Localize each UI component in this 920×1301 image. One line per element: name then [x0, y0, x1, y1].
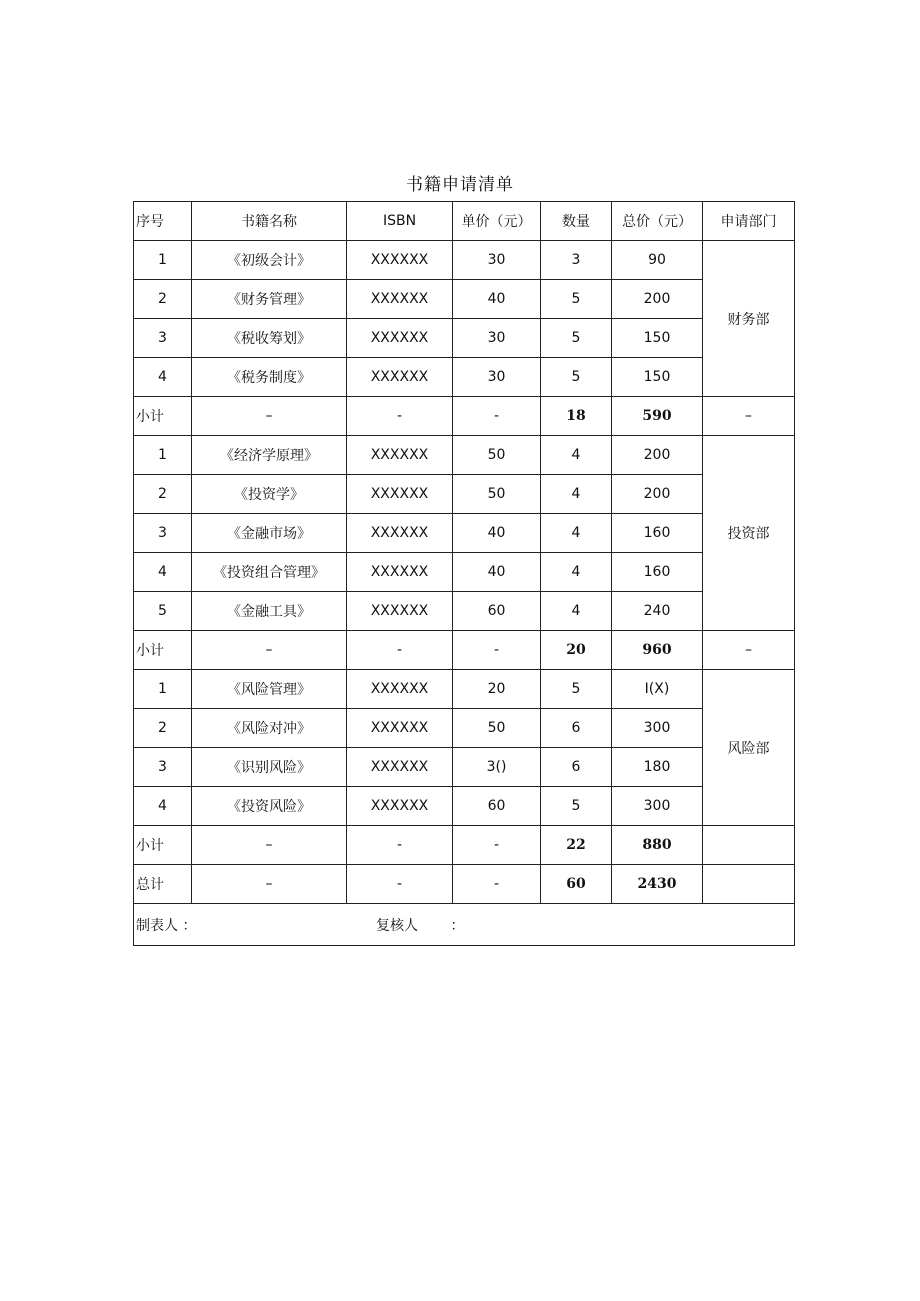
book-name: 《风险管理》 [192, 670, 347, 709]
isbn: XXXXXX [347, 748, 453, 787]
quantity: 6 [541, 748, 612, 787]
header-quantity: 数量 [541, 202, 612, 241]
total-price: 200 [612, 280, 703, 319]
isbn: XXXXXX [347, 787, 453, 826]
table-row [134, 358, 795, 397]
summary-quantity: 60 [541, 865, 612, 904]
quantity: 4 [541, 514, 612, 553]
quantity: 3 [541, 241, 612, 280]
table-row [134, 709, 795, 748]
book-name: 《金融市场》 [192, 514, 347, 553]
isbn: XXXXXX [347, 358, 453, 397]
summary-isbn: - [347, 865, 453, 904]
summary-isbn: - [347, 631, 453, 670]
unit-price: 40 [453, 280, 541, 319]
summary-total: 2430 [612, 865, 703, 904]
signature-cell [134, 904, 795, 946]
subtotal-row [134, 826, 795, 865]
department-name: 风险部 [703, 670, 795, 826]
summary-name: – [192, 631, 347, 670]
book-name: 《投资组合管理》 [192, 553, 347, 592]
summary-price: - [453, 826, 541, 865]
unit-price: 60 [453, 592, 541, 631]
unit-price: 30 [453, 358, 541, 397]
summary-quantity: 18 [541, 397, 612, 436]
table-row [134, 748, 795, 787]
book-name: 《投资风险》 [192, 787, 347, 826]
isbn: XXXXXX [347, 709, 453, 748]
row-number: 2 [134, 709, 192, 748]
unit-price: 60 [453, 787, 541, 826]
summary-price: - [453, 397, 541, 436]
summary-name: – [192, 397, 347, 436]
document-title: 书籍申请清单 [406, 175, 514, 195]
row-number: 3 [134, 319, 192, 358]
quantity: 5 [541, 280, 612, 319]
book-request-table [133, 201, 795, 946]
total-price: 200 [612, 436, 703, 475]
quantity: 6 [541, 709, 612, 748]
summary-department: – [703, 631, 795, 670]
table-row [134, 787, 795, 826]
total-price: 300 [612, 787, 703, 826]
subtotal-row [134, 397, 795, 436]
total-price: 300 [612, 709, 703, 748]
isbn: XXXXXX [347, 592, 453, 631]
total-price: 90 [612, 241, 703, 280]
unit-price: 40 [453, 553, 541, 592]
header-row [134, 202, 795, 241]
isbn: XXXXXX [347, 553, 453, 592]
book-name: 《初级会计》 [192, 241, 347, 280]
quantity: 5 [541, 319, 612, 358]
quantity: 4 [541, 475, 612, 514]
summary-department [703, 826, 795, 865]
reviewer-label: 复核人 ： [376, 917, 465, 934]
preparer-label: 制表人 ： [136, 917, 197, 934]
isbn: XXXXXX [347, 241, 453, 280]
book-name: 《风险对冲》 [192, 709, 347, 748]
summary-total: 590 [612, 397, 703, 436]
book-name: 《投资学》 [192, 475, 347, 514]
summary-isbn: - [347, 397, 453, 436]
isbn: XXXXXX [347, 514, 453, 553]
row-number: 4 [134, 553, 192, 592]
quantity: 5 [541, 787, 612, 826]
summary-department [703, 865, 795, 904]
subtotal-row [134, 631, 795, 670]
unit-price: 30 [453, 241, 541, 280]
total-price: 200 [612, 475, 703, 514]
row-number: 4 [134, 358, 192, 397]
quantity: 4 [541, 436, 612, 475]
summary-label: 总计 [134, 865, 192, 904]
header-unit-price: 单价（元） [453, 202, 541, 241]
table-row [134, 670, 795, 709]
isbn: XXXXXX [347, 436, 453, 475]
row-number: 1 [134, 436, 192, 475]
isbn: XXXXXX [347, 319, 453, 358]
book-name: 《税收筹划》 [192, 319, 347, 358]
unit-price: 3() [453, 748, 541, 787]
header-department: 申请部门 [703, 202, 795, 241]
summary-name: – [192, 826, 347, 865]
book-name: 《金融工具》 [192, 592, 347, 631]
total-price: 150 [612, 319, 703, 358]
table-row [134, 319, 795, 358]
row-number: 3 [134, 514, 192, 553]
book-name: 《财务管理》 [192, 280, 347, 319]
summary-price: - [453, 631, 541, 670]
quantity: 4 [541, 553, 612, 592]
book-name: 《识别风险》 [192, 748, 347, 787]
row-number: 1 [134, 670, 192, 709]
summary-total: 960 [612, 631, 703, 670]
row-number: 2 [134, 475, 192, 514]
table-row [134, 553, 795, 592]
row-number: 5 [134, 592, 192, 631]
unit-price: 20 [453, 670, 541, 709]
summary-quantity: 20 [541, 631, 612, 670]
total-price: 150 [612, 358, 703, 397]
quantity: 5 [541, 358, 612, 397]
total-price: 160 [612, 514, 703, 553]
department-name: 财务部 [703, 241, 795, 397]
header-isbn: ISBN [347, 202, 453, 241]
unit-price: 50 [453, 709, 541, 748]
summary-label: 小计 [134, 397, 192, 436]
isbn: XXXXXX [347, 280, 453, 319]
unit-price: 30 [453, 319, 541, 358]
summary-department: – [703, 397, 795, 436]
summary-label: 小计 [134, 826, 192, 865]
total-price: 160 [612, 553, 703, 592]
department-name: 投资部 [703, 436, 795, 631]
summary-quantity: 22 [541, 826, 612, 865]
total-price: 180 [612, 748, 703, 787]
table-row [134, 280, 795, 319]
total-price: 240 [612, 592, 703, 631]
quantity: 5 [541, 670, 612, 709]
header-no: 序号 [134, 202, 192, 241]
summary-isbn: - [347, 826, 453, 865]
summary-label: 小计 [134, 631, 192, 670]
table-row [134, 436, 795, 475]
unit-price: 50 [453, 436, 541, 475]
summary-name: – [192, 865, 347, 904]
header-total-price: 总价（元） [612, 202, 703, 241]
row-number: 3 [134, 748, 192, 787]
isbn: XXXXXX [347, 475, 453, 514]
summary-total: 880 [612, 826, 703, 865]
table-row [134, 592, 795, 631]
grand-total-row [134, 865, 795, 904]
unit-price: 40 [453, 514, 541, 553]
row-number: 2 [134, 280, 192, 319]
summary-price: - [453, 865, 541, 904]
book-name: 《税务制度》 [192, 358, 347, 397]
row-number: 4 [134, 787, 192, 826]
total-price: I(X) [612, 670, 703, 709]
isbn: XXXXXX [347, 670, 453, 709]
table-row [134, 514, 795, 553]
header-book-name: 书籍名称 [192, 202, 347, 241]
signature-row [134, 904, 795, 946]
table-row [134, 241, 795, 280]
quantity: 4 [541, 592, 612, 631]
book-name: 《经济学原理》 [192, 436, 347, 475]
table-row [134, 475, 795, 514]
unit-price: 50 [453, 475, 541, 514]
row-number: 1 [134, 241, 192, 280]
